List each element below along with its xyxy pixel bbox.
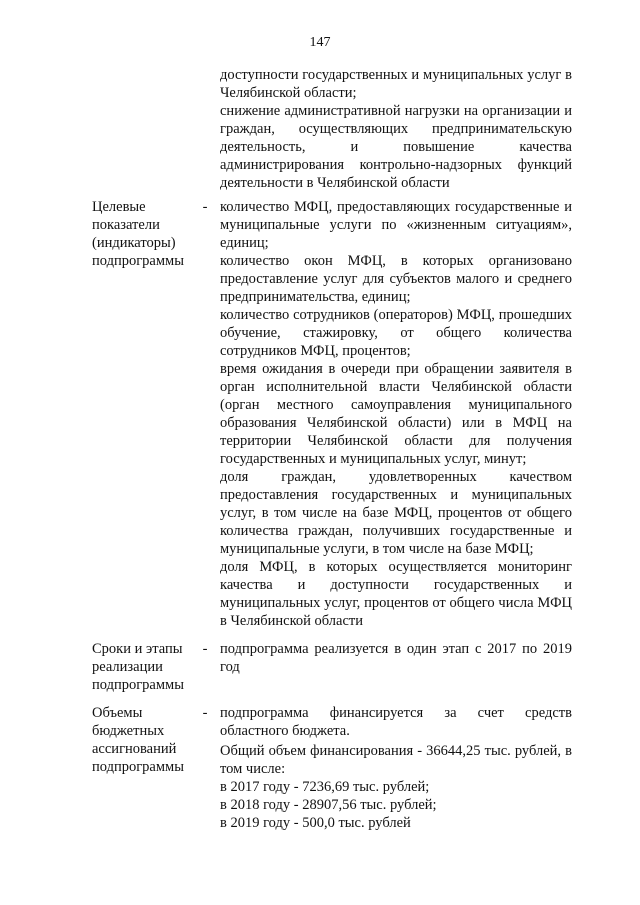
indicator-paragraph: количество сотрудников (операторов) МФЦ, прошедших обучение, стажировку, от общего количества сотрудников МФЦ, процентов; [220, 307, 572, 359]
indicator-paragraph: количество окон МФЦ, в которых организовано предоставление услуг для субъектов малого и среднего предпринимательства, единиц; [220, 253, 572, 305]
section-content [220, 198, 572, 630]
continuation-paragraph: доступности государственных и муниципальных услуг в Челябинской области; [220, 67, 572, 101]
section-label: Целевые показатели (индикаторы) подпрограммы [92, 199, 184, 269]
section-dash: - [202, 705, 208, 721]
section-dash: - [202, 641, 208, 657]
continuation-paragraph: снижение административной нагрузки на организации и граждан, осуществляющих предпринимательскую деятельность, и повышение качества администрирования контрольно-надзорных функций деятельности в Челябинской области [220, 103, 572, 191]
section-label: Объемы бюджетных ассигнований подпрограммы [92, 705, 184, 775]
continuation-text [220, 66, 572, 192]
section-label: Сроки и этапы реализации подпрограммы [92, 641, 184, 693]
indicator-paragraph: время ожидания в очереди при обращении заявителя в орган исполнительной власти Челябинской области (орган местного самоуправления муниципального образования Челябинской области) или в МФЦ на территории Челябинской области для получения государственных и муниципальных услуг, минут; [220, 361, 572, 467]
section-content [220, 704, 572, 832]
indicator-paragraph: количество МФЦ, предоставляющих государственные и муниципальные услуги по «жизненным ситуациям», единиц; [220, 199, 572, 251]
budget-year-line: в 2018 году - 28907,56 тыс. рублей; [220, 797, 437, 813]
indicator-paragraph: доля МФЦ, в которых осуществляется мониторинг качества и доступности государственных и муниципальных услуг, процентов от общего числа МФЦ в Челябинской области [220, 559, 572, 629]
section-content [220, 640, 572, 676]
budget-paragraph: Общий объем финансирования - 36644,25 тыс. рублей, в том числе: [220, 743, 572, 777]
timing-paragraph: подпрограмма реализуется в один этап с 2017 по 2019 год [220, 641, 572, 675]
budget-year-line: в 2019 году - 500,0 тыс. рублей [220, 815, 411, 831]
section-dash: - [202, 199, 208, 215]
page-number: 147 [309, 35, 331, 50]
budget-paragraph: подпрограмма финансируется за счет средств областного бюджета. [220, 705, 572, 739]
indicator-paragraph: доля граждан, удовлетворенных качеством предоставления государственных и муниципальных услуг, в том числе на базе МФЦ, процентов от общего количества граждан, получивших государственные и муниципальные услуги, в том числе на базе МФЦ; [220, 469, 572, 557]
budget-year-line: в 2017 году - 7236,69 тыс. рублей; [220, 779, 430, 795]
